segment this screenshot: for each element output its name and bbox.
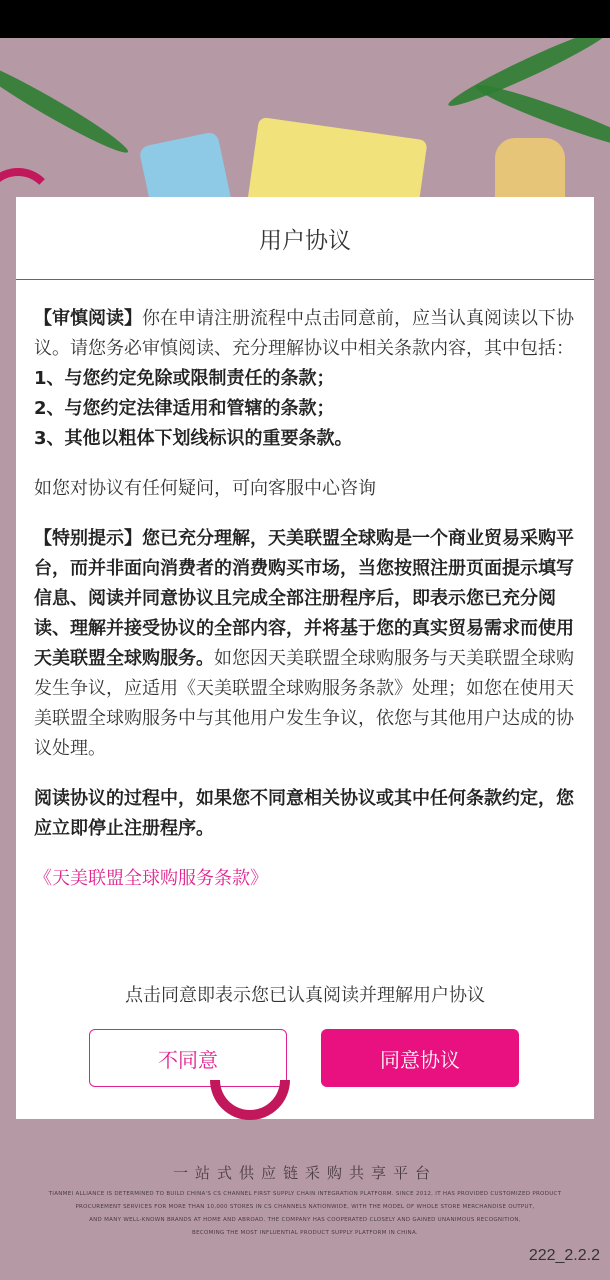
terms-link[interactable]: 《天美联盟全球购服务条款》 — [34, 868, 268, 889]
intro-text: 你在申请注册流程中点击同意前，应当认真阅读以下协议。请您务必审慎阅读、充分理解协议中相关条款内容，其中包括： — [34, 308, 574, 359]
footer-slogan: 一站式供应链采购共享平台 — [172, 1164, 437, 1182]
agree-button[interactable]: 同意协议 — [321, 1029, 519, 1087]
footer-fineprint — [30, 1188, 580, 1240]
fineprint-line: PROCUREMENT SERVICES FOR MORE THAN 10,000 STORES IN CS CHANNELS NATIONWIDE, WITH THE MODEL OF WHOLE STORE MERCHANDISE OUTPUT, — [75, 1204, 535, 1210]
consult-text: 如您对协议有任何疑问，可向客服中心咨询 — [34, 478, 376, 499]
fineprint-line: TIANMEI ALLIANCE IS DETERMINED TO BUILD CHINA'S CS CHANNEL FIRST SUPPLY CHAIN INTEGRATION PLATFORM. SINCE 2012, IT HAS PROVIDED CUSTOMIZED PRODUCT — [48, 1191, 562, 1197]
notice-paragraph — [34, 524, 576, 764]
notice-text: 如您因天美联盟全球购服务与天美联盟全球购发生争议，应适用《天美联盟全球购服务条款》处理；如您在使用天美联盟全球购服务中与其他用户发生争议，依您与其他用户达成的协议处理。 — [34, 648, 574, 759]
clause-item: 1、与您约定免除或限制责任的条款； — [34, 368, 335, 389]
user-agreement-dialog — [16, 197, 594, 1119]
dialog-title: 用户协议 — [16, 197, 594, 280]
agreement-content[interactable] — [16, 280, 594, 894]
status-bar — [0, 0, 610, 38]
clause-item: 3、其他以粗体下划线标识的重要条款。 — [34, 428, 353, 449]
notice-bold: 【特别提示】您已充分理解，天美联盟全球购是一个商业贸易采购平台，而并非面向消费者的消费购买市场，当您按照注册页面提示填写信息、阅读并同意协议且完成全部注册程序后，即表示您已充分阅读、理解并接受协议的全部内容，并将基于您的真实贸易需求而使用天美联盟全球购服务。 — [34, 528, 574, 669]
consent-note: 点击同意即表示您已认真阅读并理解用户协议 — [125, 985, 485, 1006]
fineprint-line: BECOMING THE MOST INFLUENTIAL PRODUCT SUPPLY PLATFORM IN CHINA. — [192, 1230, 418, 1236]
fineprint-line: AND MANY WELL-KNOWN BRANDS AT HOME AND ABROAD. THE COMPANY HAS COOPERATED CLOSELY AND GAINED UNANIMOUS RECOGNITION, — [89, 1217, 521, 1223]
warning-text: 阅读协议的过程中，如果您不同意相关协议或其中任何条款约定，您应立即停止注册程序。 — [34, 788, 574, 839]
intro-paragraph — [34, 304, 576, 364]
intro-bold: 【审慎阅读】 — [34, 308, 142, 329]
leaf-decoration — [0, 54, 132, 160]
clause-item: 2、与您约定法律适用和管辖的条款； — [34, 398, 335, 419]
disagree-button[interactable]: 不同意 — [89, 1029, 287, 1087]
version-label: 222_2.2.2 — [528, 1247, 600, 1264]
